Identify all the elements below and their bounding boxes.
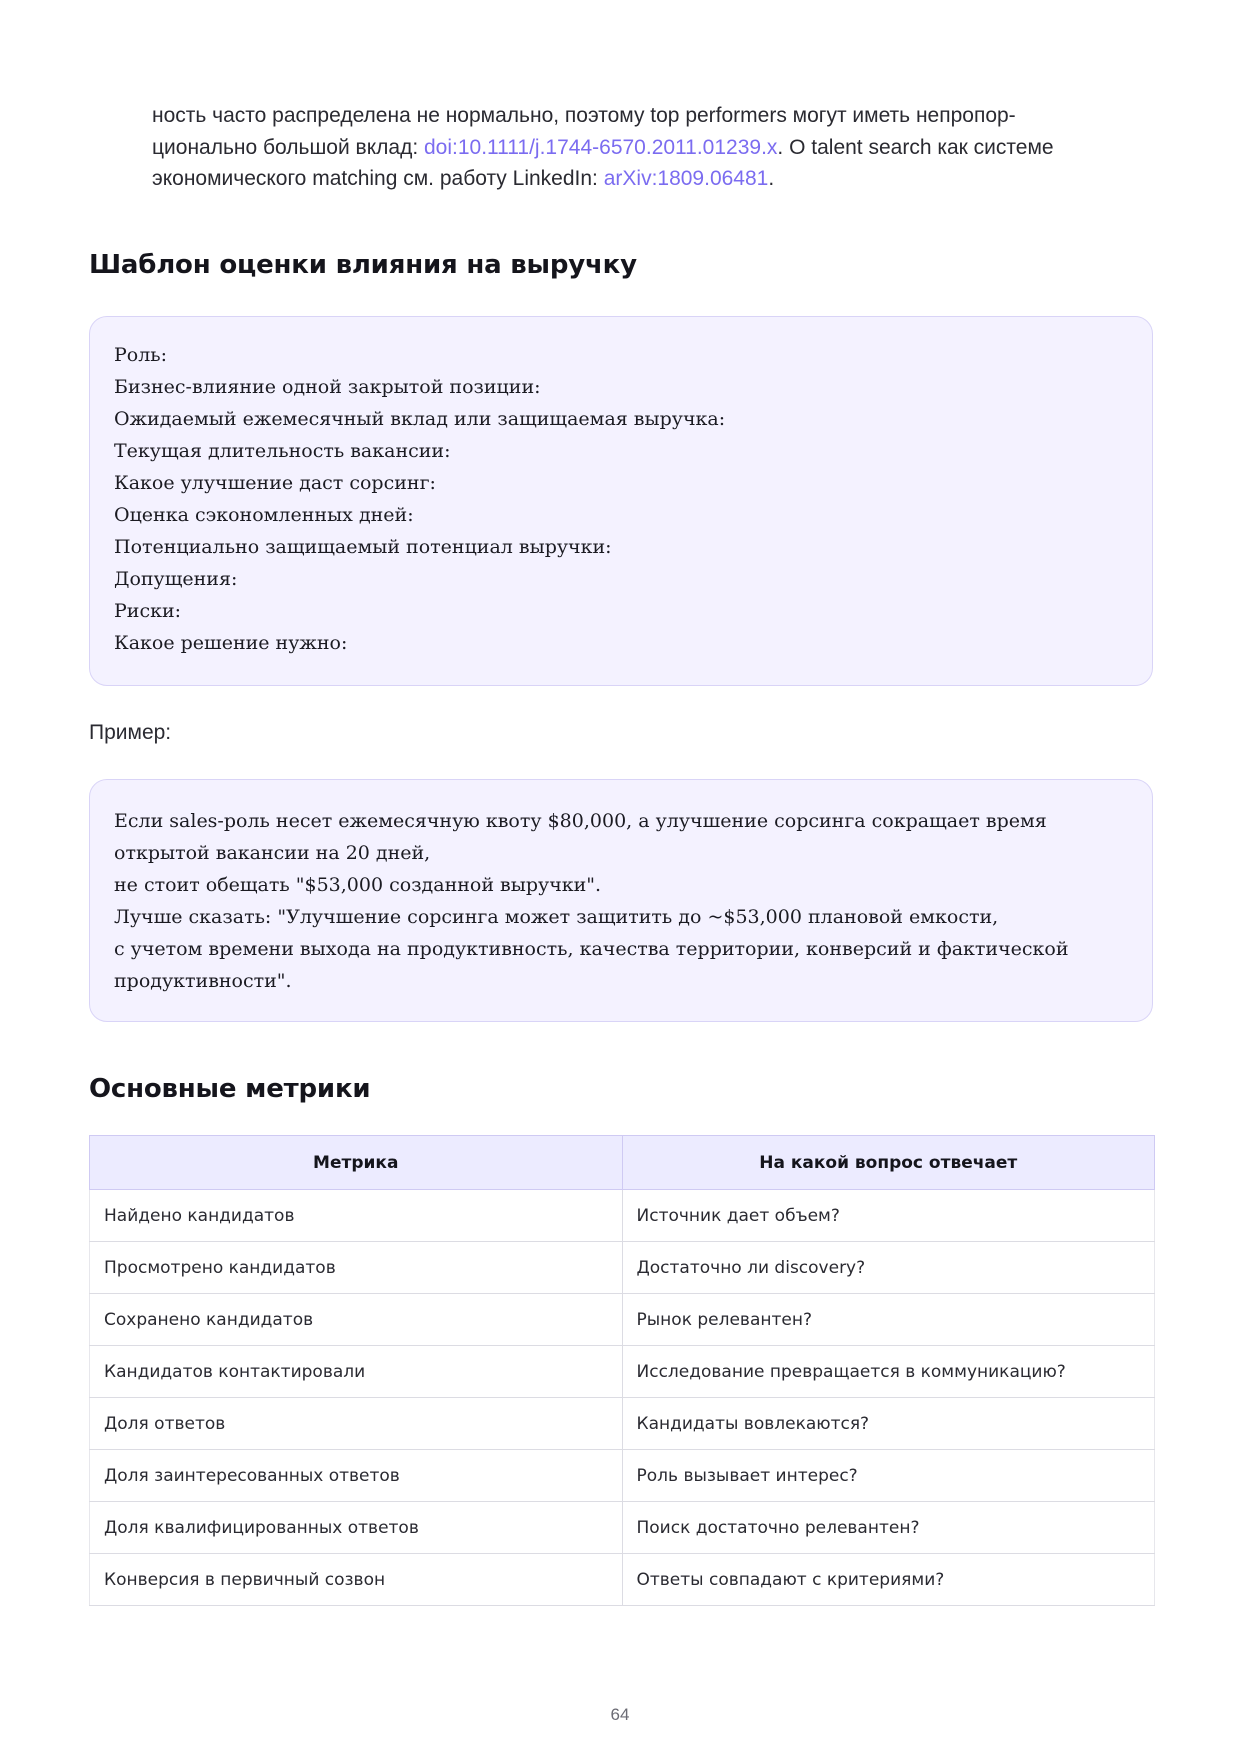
intro-paragraph	[152, 100, 1092, 195]
intro-text-3: .	[768, 167, 775, 190]
intro-text-1: ность часто распределена не нормально, поэтому top performers могут иметь непропор-циональнo большой вклад:	[152, 104, 1016, 159]
metrics-heading: Основные метрики	[89, 1074, 371, 1104]
template-line: Ожидаемый ежемесячный вклад или защищаемая выручка:	[114, 408, 726, 430]
table-row	[90, 1242, 1155, 1294]
template-line: Допущения:	[114, 568, 238, 590]
table-row	[90, 1294, 1155, 1346]
template-heading: Шаблон оценки влияния на выручку	[89, 250, 637, 280]
example-line: Если sales-роль несет ежемесячную квоту $80,000, а улучшение сорсинга сокращает время открытой вакансии на 20 дней,	[114, 810, 1053, 864]
template-line: Оценка сэкономленных дней:	[114, 504, 414, 526]
question-cell: Рынок релевантен?	[622, 1294, 1155, 1346]
intro-text-2: . О talent search как системе экономического matching см. работу LinkedIn:	[152, 135, 1054, 190]
template-line: Бизнес-влияние одной закрытой позиции:	[114, 376, 541, 398]
arxiv-link[interactable]: arXiv:1809.06481	[603, 167, 769, 190]
question-cell: Достаточно ли discovery?	[622, 1242, 1155, 1294]
example-line: не стоит обещать "$53,000 созданной выручки".	[114, 874, 602, 896]
metric-cell: Просмотрено кандидатов	[90, 1242, 623, 1294]
metric-cell: Доля квалифицированных ответов	[90, 1502, 623, 1554]
template-line: Риски:	[114, 600, 182, 622]
metrics-table	[89, 1135, 1155, 1606]
template-line: Какое улучшение даст сорсинг:	[114, 472, 436, 494]
question-cell: Источник дает объем?	[622, 1190, 1155, 1242]
template-line: Какое решение нужно:	[114, 632, 348, 654]
table-row	[90, 1190, 1155, 1242]
table-row	[90, 1346, 1155, 1398]
table-header-row	[90, 1136, 1155, 1190]
table-row	[90, 1554, 1155, 1606]
metric-cell: Сохранено кандидатов	[90, 1294, 623, 1346]
column-header-metric: Метрика	[90, 1136, 623, 1190]
example-label: Пример:	[89, 721, 172, 744]
template-line: Текущая длительность вакансии:	[114, 440, 451, 462]
table-row	[90, 1398, 1155, 1450]
metric-cell: Доля заинтересованных ответов	[90, 1450, 623, 1502]
page-number: 64	[610, 1705, 630, 1724]
template-code-block	[89, 316, 1153, 686]
question-cell: Ответы совпадают с критериями?	[622, 1554, 1155, 1606]
table-row	[90, 1502, 1155, 1554]
metric-cell: Кандидатов контактировали	[90, 1346, 623, 1398]
template-line: Потенциально защищаемый потенциал выручки:	[114, 536, 612, 558]
doi-link[interactable]: doi:10.1111/j.1744-6570.2011.01239.x	[424, 135, 778, 159]
example-line: Лучше сказать: "Улучшение сорсинга может защитить до ~$53,000 плановой емкости,	[114, 906, 999, 928]
column-header-question: На какой вопрос отвечает	[622, 1136, 1155, 1190]
template-line: Роль:	[114, 344, 168, 366]
metric-cell: Доля ответов	[90, 1398, 623, 1450]
table-row	[90, 1450, 1155, 1502]
question-cell: Роль вызывает интерес?	[622, 1450, 1155, 1502]
question-cell: Исследование превращается в коммуникацию?	[622, 1346, 1155, 1398]
example-line: с учетом времени выхода на продуктивность, качества территории, конверсий и фактической продуктивности".	[114, 938, 1075, 992]
metric-cell: Найдено кандидатов	[90, 1190, 623, 1242]
metric-cell: Конверсия в первичный созвон	[90, 1554, 623, 1606]
example-code-block	[89, 779, 1153, 1022]
question-cell: Поиск достаточно релевантен?	[622, 1502, 1155, 1554]
question-cell: Кандидаты вовлекаются?	[622, 1398, 1155, 1450]
